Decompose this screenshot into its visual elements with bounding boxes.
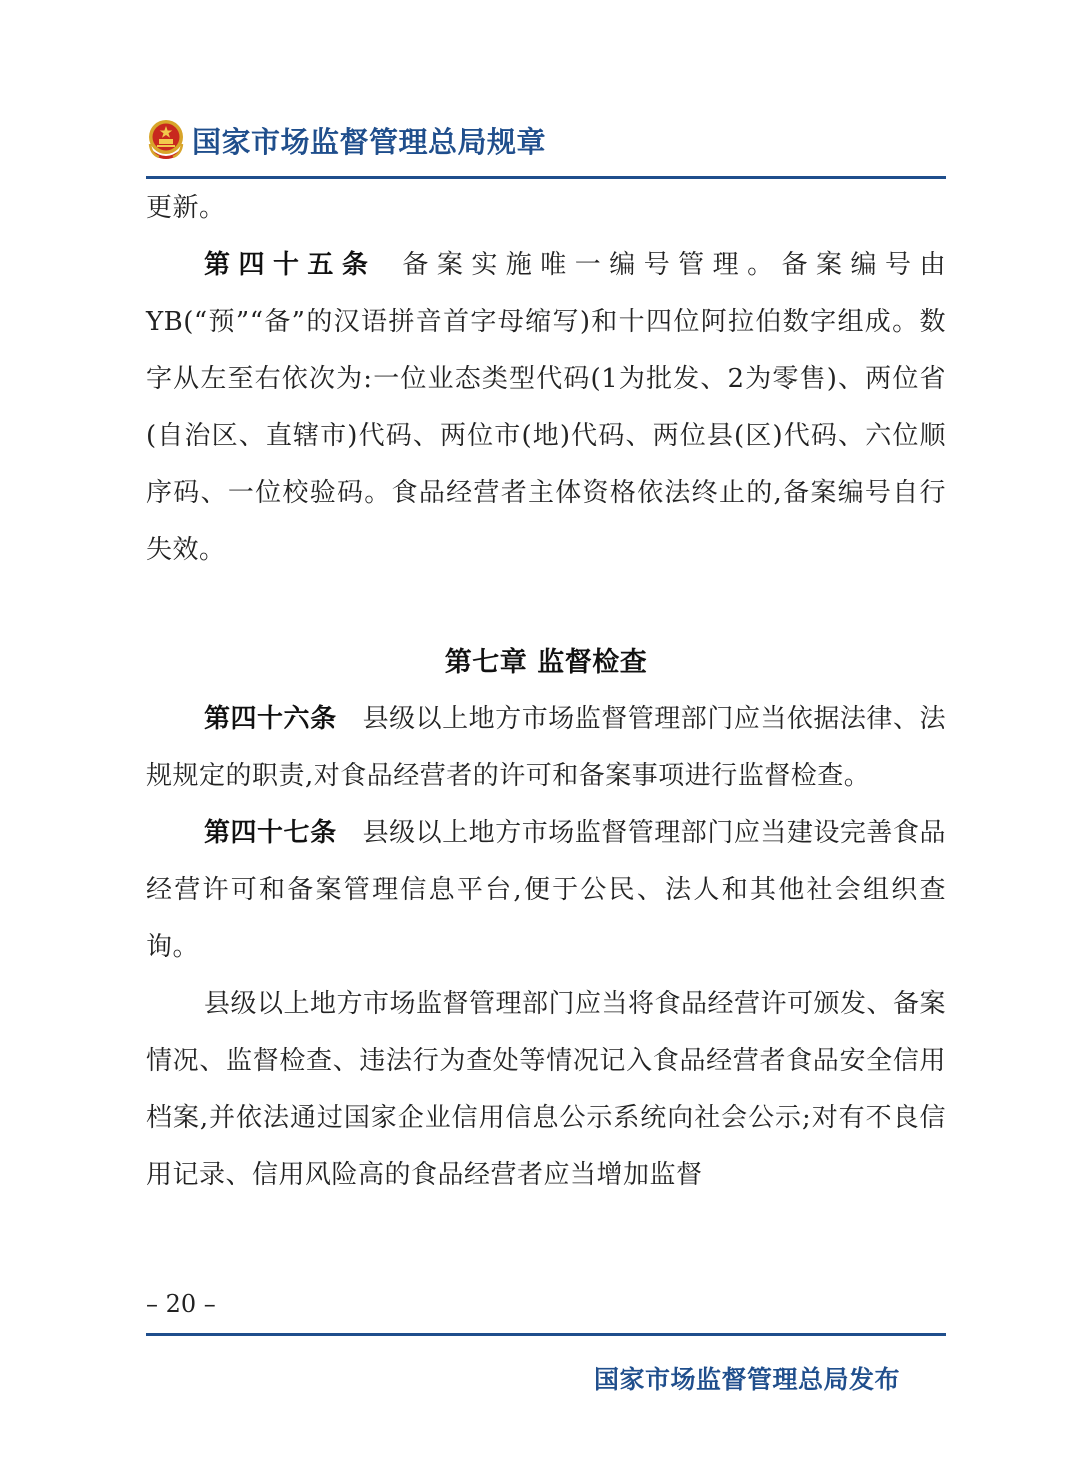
page-header xyxy=(146,118,546,162)
article-45 xyxy=(146,237,946,579)
page-number: – 20 – xyxy=(146,1290,216,1318)
article-47-text: 县级以上地方市场监督管理部门应当建设完善食品经营许可和备案管理信息平台,便于公民、法人和其他社会组织查询。 xyxy=(146,818,946,962)
article-46 xyxy=(146,691,946,805)
header-divider xyxy=(146,176,946,179)
article-46-label: 第四十六条 xyxy=(204,704,337,734)
chapter-heading: 第七章 监督检查 xyxy=(444,647,648,678)
paragraph-credit-records: 县级以上地方市场监督管理部门应当将食品经营许可颁发、备案情况、监督检查、违法行为查处等情况记入食品经营者食品安全信用档案,并依法通过国家企业信用信息公示系统向社会公示;对有不良信用记录、信用风险高的食品经营者应当增加监督 xyxy=(146,989,947,1190)
footer-divider xyxy=(146,1333,946,1336)
header-title: 国家市场监督管理总局规章 xyxy=(192,124,547,159)
footer-publisher: 国家市场监督管理总局发布 xyxy=(593,1365,900,1394)
article-47 xyxy=(146,805,946,976)
article-46-text: 县级以上地方市场监督管理部门应当依据法律、法规规定的职责,对食品经营者的许可和备案事项进行监督检查。 xyxy=(146,704,946,791)
national-emblem-icon xyxy=(146,118,186,162)
article-45-label: 第四十五条 xyxy=(204,250,377,280)
continuation-text: 更新。 xyxy=(146,193,226,223)
article-45-text: 备案实施唯一编号管理。备案编号由YB(“预”“备”的汉语拼音首字母缩写)和十四位阿拉伯数字组成。数字从左至右依次为:一位业态类型代码(1为批发、2为零售)、两位省(自治区、直辖市)代码、两位市(地)代码、两位县(区)代码、六位顺序码、一位校验码。食品经营者主体资格依法终止的,备案编号自行失效。 xyxy=(146,250,946,565)
document-body xyxy=(146,180,946,1204)
article-47-label: 第四十七条 xyxy=(204,818,337,848)
